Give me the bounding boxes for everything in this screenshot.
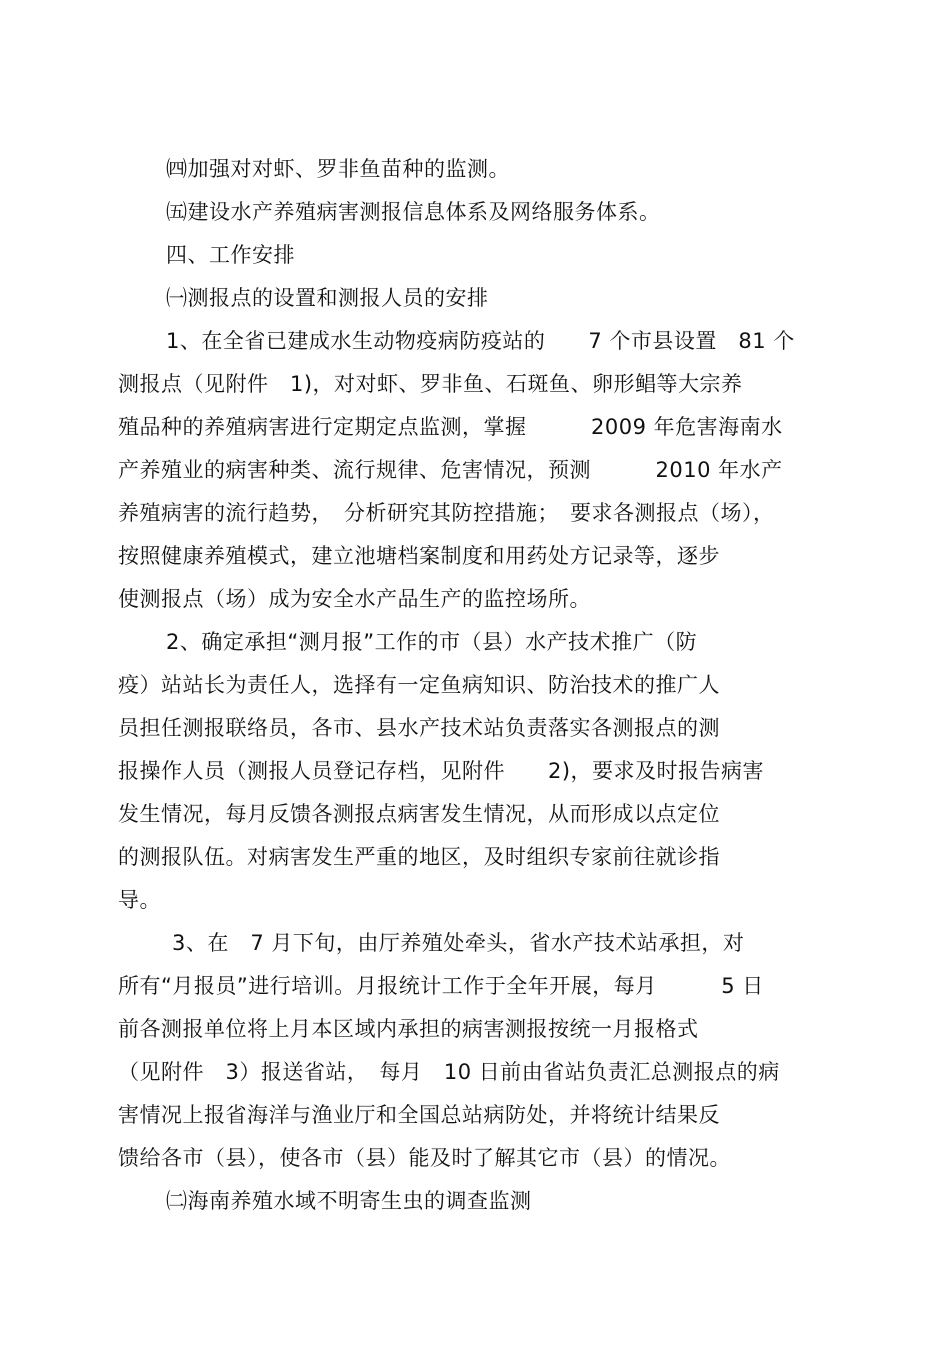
paragraph-line: 2、确定承担“测月报”工作的市（县）水产技术推广（防	[166, 630, 698, 654]
paragraph-line: 使测报点（场）成为安全水产品生产的监控场所。	[118, 587, 591, 611]
paragraph-line: 按照健康养殖模式，建立池塘档案制度和用药处方记录等，逐步	[118, 544, 720, 568]
paragraph-line: 所有“月报员”进行培训。月报统计工作于全年开展，每月 5 日	[118, 974, 764, 998]
paragraph-line: 测报点（见附件 1)，对对虾、罗非鱼、石斑鱼、卵形鲳等大宗养	[118, 372, 743, 396]
subsection-heading-1: ㈠测报点的设置和测报人员的安排	[166, 286, 489, 310]
subsection-heading-2: ㈡海南养殖水域不明寄生虫的调查监测	[166, 1189, 532, 1213]
heading-item-4: ㈣加强对对虾、罗非鱼苗种的监测。	[166, 157, 510, 181]
paragraph-line: 3、在 7 月下旬，由厅养殖处牵头，省水产技术站承担，对	[172, 931, 745, 955]
paragraph-line: 馈给各市（县），使各市（县）能及时了解其它市（县）的情况。	[118, 1146, 731, 1170]
paragraph-line: 殖品种的养殖病害进行定期定点监测，掌握 2009 年危害海南水	[118, 415, 783, 439]
paragraph-line: 害情况上报省海洋与渔业厅和全国总站病防处，并将统计结果反	[118, 1103, 720, 1127]
paragraph-line: 养殖病害的流行趋势， 分析研究其防控措施； 要求各测报点（场），	[118, 501, 775, 525]
paragraph-line: 报操作人员（测报人员登记存档，见附件 2)，要求及时报告病害	[118, 759, 765, 783]
heading-item-5: ㈤建设水产养殖病害测报信息体系及网络服务体系。	[166, 200, 661, 224]
paragraph-line: 产养殖业的病害种类、流行规律、危害情况，预测 2010 年水产	[118, 458, 783, 482]
paragraph-line: 发生情况，每月反馈各测报点病害发生情况，从而形成以点定位	[118, 802, 720, 826]
paragraph-line: 导。	[118, 888, 161, 912]
paragraph-line: 前各测报单位将上月本区域内承担的病害测报按统一月报格式	[118, 1017, 699, 1041]
paragraph-line: 的测报队伍。对病害发生严重的地区，及时组织专家前往就诊指	[118, 845, 720, 869]
paragraph-line: 1、在全省已建成水生动物疫病防疫站的 7 个市县设置 81 个	[166, 329, 795, 353]
section-heading: 四、工作安排	[166, 243, 295, 267]
paragraph-line: 员担任测报联络员，各市、县水产技术站负责落实各测报点的测	[118, 716, 720, 740]
paragraph-line: 疫）站站长为责任人，选择有一定鱼病知识、防治技术的推广人	[118, 673, 720, 697]
paragraph-line: （见附件 3）报送省站， 每月 10 日前由省站负责汇总测报点的病	[118, 1060, 780, 1084]
